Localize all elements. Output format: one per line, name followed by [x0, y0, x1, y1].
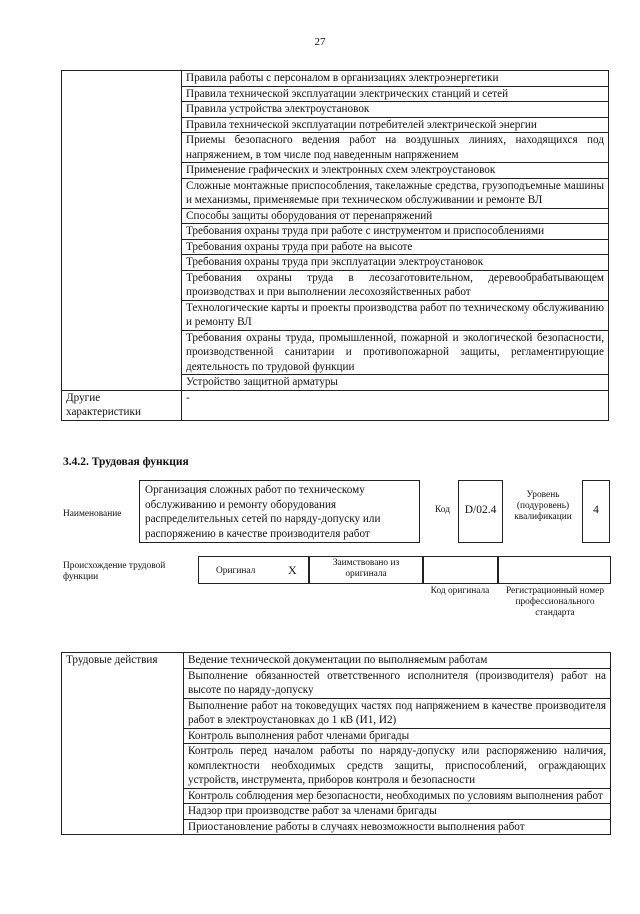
- origin-label: Происхождение трудовой функции: [63, 561, 166, 582]
- section-heading: 3.4.2. Трудовая функция: [63, 456, 189, 468]
- knowledge-item: Применение графических и электронных схем электроустановок: [182, 163, 609, 179]
- labor-action-item: Ведение технической документации по выполняемым работам: [184, 653, 611, 669]
- knowledge-item: Приемы безопасного ведения работ на воздушных линиях, находящихся под напряжением, в том числе под наведенным напряжением: [182, 133, 609, 163]
- knowledge-item: Правила работы с персоналом в организациях электроэнергетики: [182, 71, 609, 87]
- origin-divider-1: [308, 556, 310, 584]
- knowledge-item: Технологические карты и проекты производства работ по техническому обслуживанию и ремонту ВЛ: [182, 300, 609, 330]
- labor-action-row: [62, 653, 611, 669]
- knowledge-item: Сложные монтажные приспособления, такелажные средства, грузоподъемные машины и механизмы, применяемые при техническом обслуживании и ремонте ВЛ: [182, 178, 609, 208]
- labor-actions-label: Трудовые действия: [62, 653, 184, 835]
- reg-number-label: Регистрационный номер профессионального стандарта: [505, 586, 605, 618]
- function-name: Организация сложных работ по техническому обслуживанию и ремонту оборудования распределительных сетей по наряду-допуску или распоряжению в качестве производителя работ: [139, 480, 420, 543]
- labor-action-item: Приостановление работы в случаях невозможности выполнения работ: [184, 819, 611, 835]
- knowledge-label-cell: [62, 71, 182, 391]
- original-label: Оригинал: [216, 566, 256, 576]
- knowledge-item: Способы защиты оборудования от перенапряжений: [182, 208, 609, 224]
- labor-action-item: Контроль соблюдения мер безопасности, необходимых по условиям выполнения работ: [184, 788, 611, 804]
- knowledge-item: Требования охраны труда, промышленной, пожарной и экологической безопасности, производственной санитарии и противопожарной защиты, регламентирующие деятельность по трудовой функции: [182, 330, 609, 375]
- knowledge-item: Устройство защитной арматуры: [182, 375, 609, 391]
- other-characteristics-label: Другие характеристики: [62, 390, 182, 420]
- labor-action-item: Выполнение обязанностей ответственного исполнителя (производителя) работ на высоте по наряду-допуску: [184, 668, 611, 698]
- code-original-label: Код оригинала: [430, 586, 490, 596]
- level-value: 4: [582, 480, 610, 543]
- knowledge-item: Требования охраны труда при работе на высоте: [182, 239, 609, 255]
- labor-action-item: Выполнение работ на токоведущих частях под напряжением в качестве производителя работ в электроустановках до 1 кВ (И1, И2): [184, 698, 611, 728]
- labor-action-item: Контроль выполнения работ членами бригады: [184, 728, 611, 744]
- code-value: D/02.4: [458, 480, 503, 543]
- knowledge-item: Правила технической эксплуатации потребителей электрической энергии: [182, 117, 609, 133]
- knowledge-row: [62, 71, 609, 87]
- page-number: 27: [314, 36, 326, 48]
- labor-actions-table: [61, 652, 611, 835]
- knowledge-item: Требования охраны труда в лесозаготовительном, деревообрабатывающем производствах и при выполнении лесохозяйственных работ: [182, 270, 609, 300]
- name-label: Наименование: [63, 509, 122, 519]
- other-characteristics-row: [62, 390, 609, 420]
- original-mark: X: [288, 563, 297, 577]
- knowledge-item: Правила устройства электроустановок: [182, 102, 609, 118]
- other-characteristics-value: -: [182, 390, 609, 420]
- origin-divider-2: [422, 556, 424, 584]
- knowledge-item: Требования охраны труда при эксплуатации электроустановок: [182, 255, 609, 271]
- labor-action-item: Контроль перед началом работы по наряду-допуску или распоряжению наличия, комплектности необходимых средств защиты, приспособлений, ограждающих устройств, инструмента, приборов контроля и безопасности: [184, 744, 611, 789]
- knowledge-table: [61, 70, 609, 421]
- labor-action-item: Надзор при производстве работ за членами бригады: [184, 804, 611, 820]
- knowledge-item: Требования охраны труда при работе с инструментом и приспособлениями: [182, 224, 609, 240]
- borrowed-label: Заимствовано из оригинала: [332, 558, 400, 579]
- knowledge-item: Правила технической эксплуатации электрических станций и сетей: [182, 86, 609, 102]
- code-label: Код: [435, 505, 450, 515]
- level-label: Уровень (подуровень) квалификации: [514, 490, 572, 522]
- origin-divider-3: [497, 556, 499, 584]
